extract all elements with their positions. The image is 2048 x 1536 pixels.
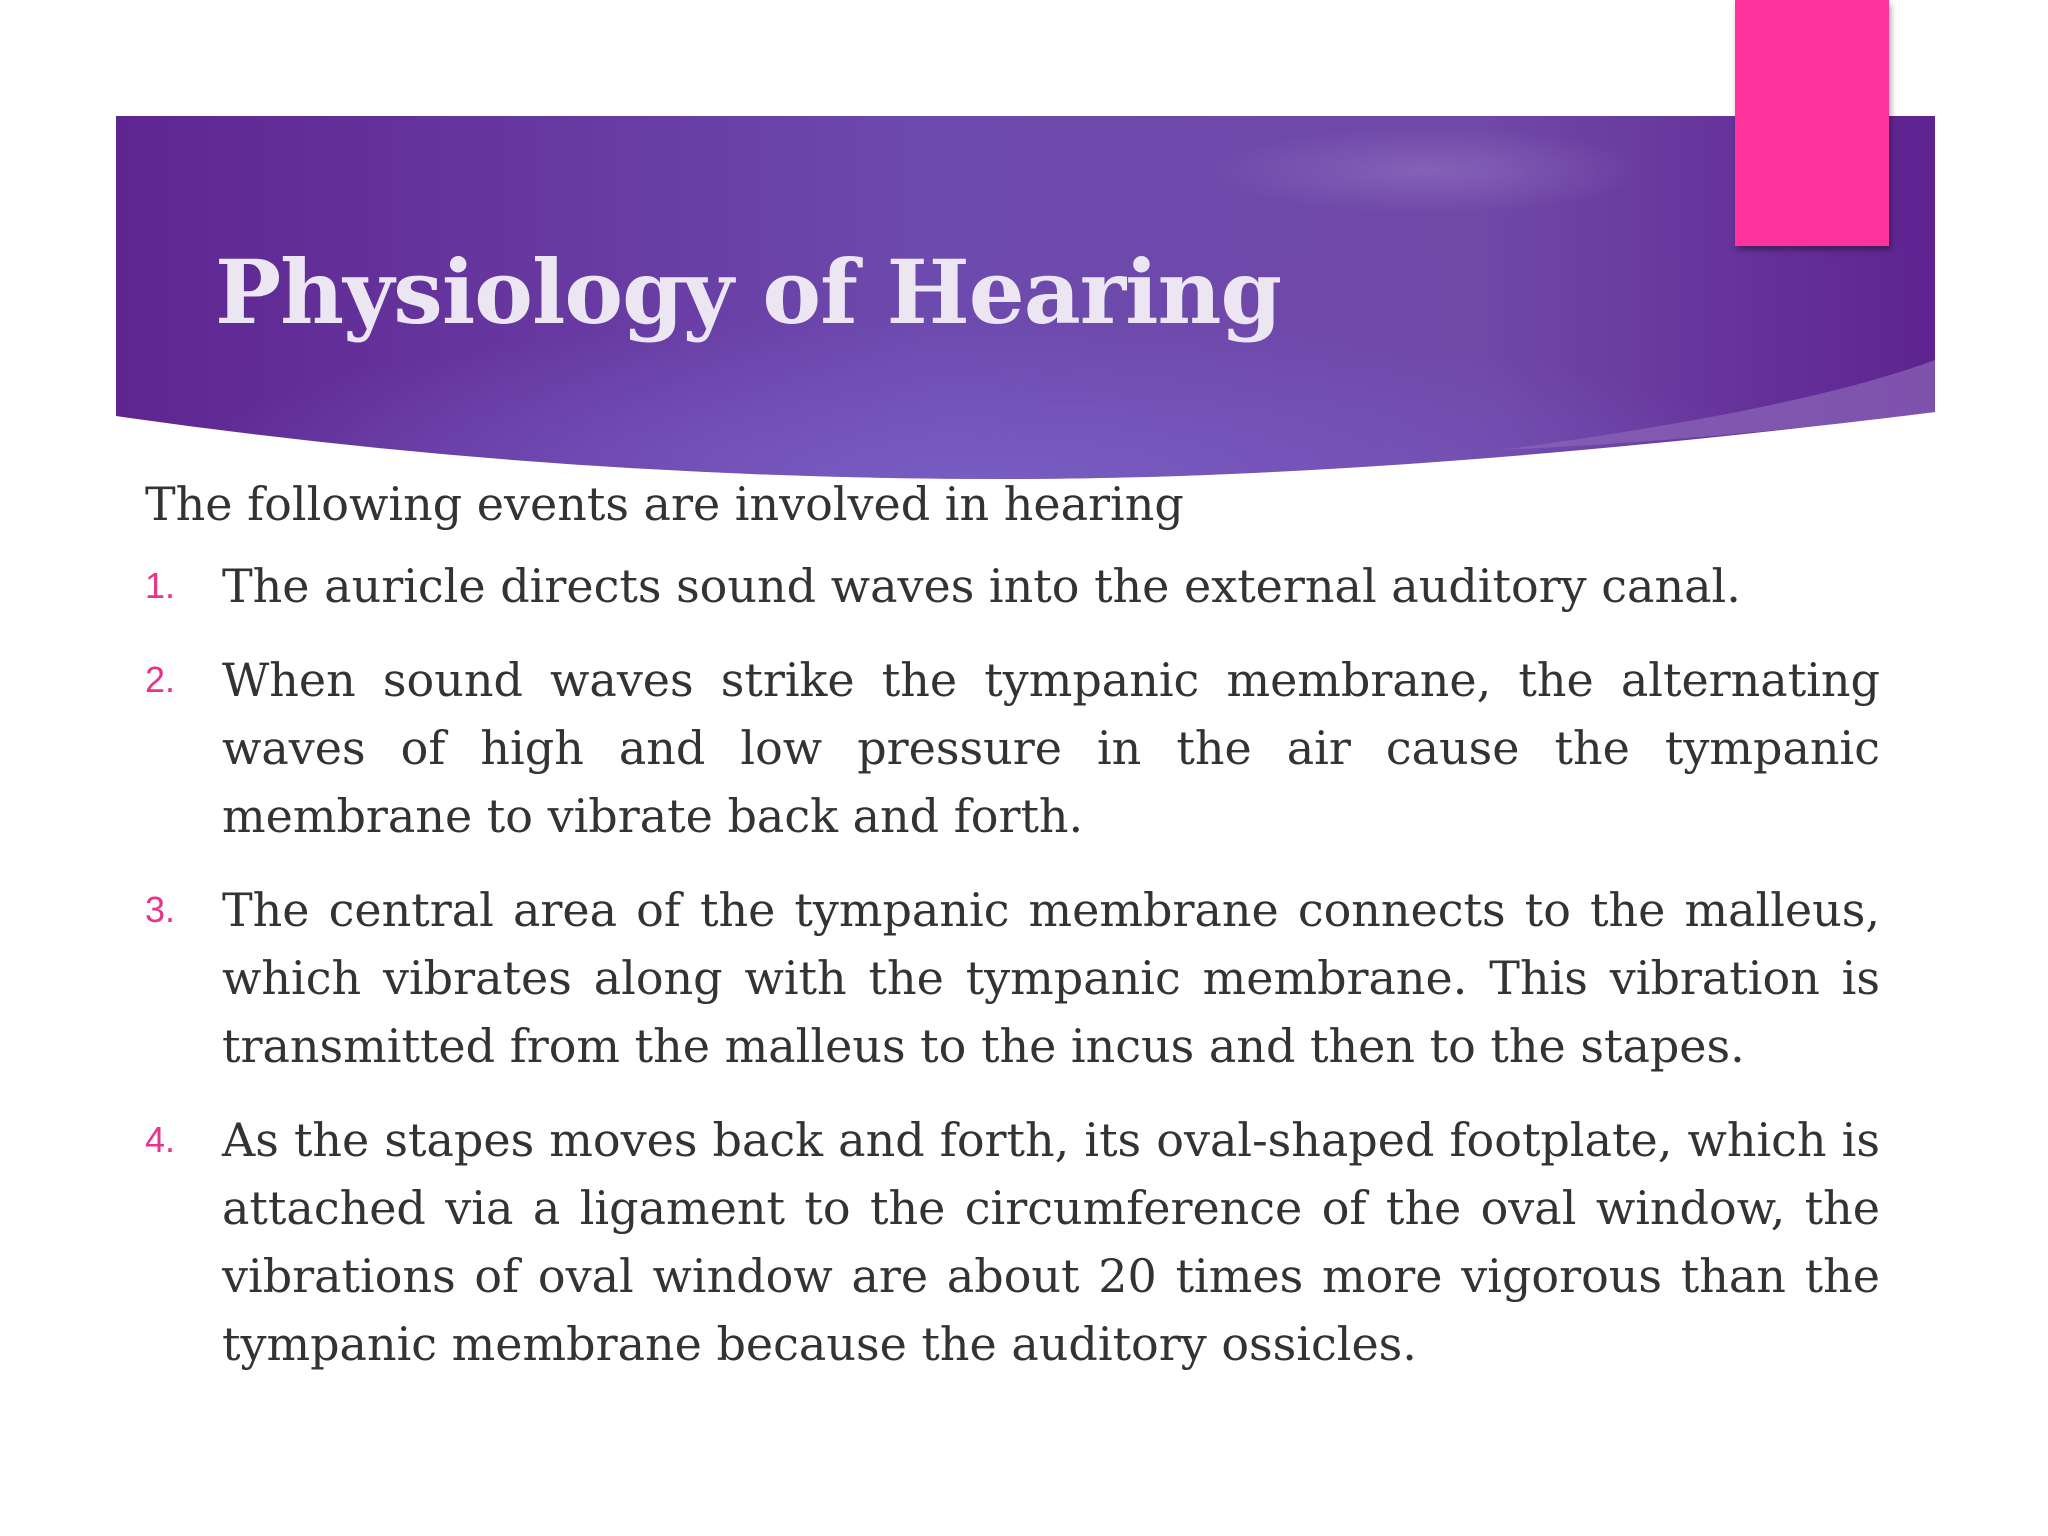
list-item: [145, 1106, 1880, 1378]
list-item-text: When sound waves strike the tympanic membrane, the alternating waves of high and low pressure in the air cause the tympanic membrane to vibrate back and forth.: [222, 653, 1880, 843]
list-item-number: 2.: [145, 659, 176, 700]
slide-body: [145, 470, 1880, 1404]
list-item: [145, 876, 1880, 1080]
list-item-text: The auricle directs sound waves into the external auditory canal.: [222, 559, 1741, 613]
list-item-text: As the stapes moves back and forth, its oval-shaped footplate, which is attached via a ligament to the circumference of the oval window, the vibrations of oval window are about 20 times more vigorous than the tympanic membrane because the auditory ossicles.: [222, 1113, 1880, 1371]
list-item-text: The central area of the tympanic membrane connects to the malleus, which vibrates along with the tympanic membrane. This vibration is transmitted from the malleus to the incus and then to the stapes.: [222, 883, 1880, 1073]
events-list: [145, 552, 1880, 1378]
accent-tab: [1735, 0, 1889, 246]
list-item-number: 1.: [145, 565, 176, 606]
list-item: [145, 646, 1880, 850]
intro-text: The following events are involved in hearing: [145, 477, 1184, 531]
list-item-number: 3.: [145, 889, 176, 930]
slide-title: Physiology of Hearing: [215, 240, 1282, 344]
list-item: [145, 552, 1880, 620]
list-item-number: 4.: [145, 1119, 176, 1160]
